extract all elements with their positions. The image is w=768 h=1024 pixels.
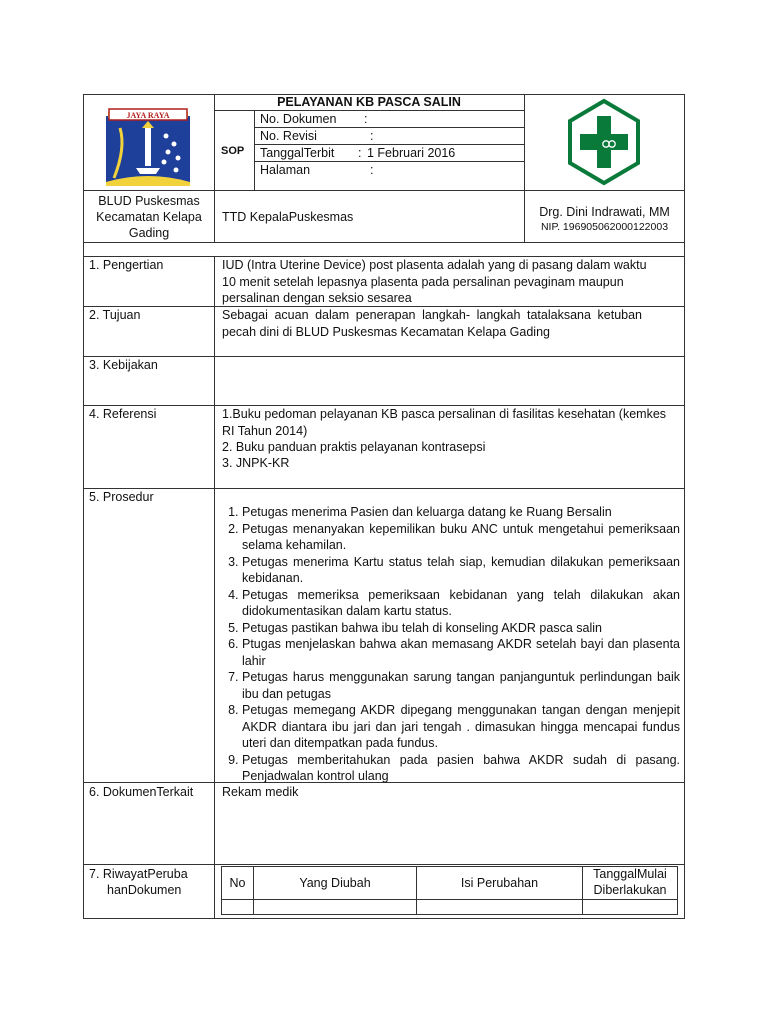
head-nip: NIP. 196905062000122003 xyxy=(540,221,669,233)
referensi-item: 2. Buku panduan praktis pelayanan kontrasepsi xyxy=(222,440,486,454)
riwayat-col-header: Yang Diubah xyxy=(299,876,371,890)
section-label-kebijakan: 3. Kebijakan xyxy=(89,358,158,372)
puskesmas-logo xyxy=(566,98,642,186)
meta-sep: : xyxy=(370,163,374,177)
meta-sep: : xyxy=(364,112,368,126)
riwayat-col-header: Diberlakukan xyxy=(593,883,667,897)
prosedur-step: 8. Petugas memegang AKDR dipegang menggunakan tangan dengan menjepit AKDR diantara ibu jari dan jari tengah . dimasukan hingga mencapai fundus uteri dan ditempatkan pada fundus. xyxy=(242,702,680,752)
section-label-pengertian: 1. Pengertian xyxy=(89,258,164,272)
signature-label: TTD KepalaPuskesmas xyxy=(222,210,354,224)
section-label-dokumen: 6. DokumenTerkait xyxy=(89,785,194,799)
meta-label: Halaman xyxy=(260,163,311,177)
prosedur-step: 6. Ptugas menjelaskan bahwa akan memasang AKDR setelah bayi dan plasenta lahir xyxy=(242,636,680,669)
riwayat-col-header: Isi Perubahan xyxy=(460,876,539,890)
prosedur-step: 3. Petugas menerima Kartu status telah siap, kemudian dilakukan pemeriksaan kebidanan. xyxy=(242,554,680,587)
prosedur-step: 2. Petugas menanyakan kepemilikan buku ANC untuk mengetahui pemeriksaan selama kehamilan. xyxy=(242,521,680,554)
meta-label: No. Revisi xyxy=(260,129,317,143)
prosedur-step: 9. Petugas memberitahukan pada pasien bahwa AKDR sudah di pasang. Penjadwalan kontrol ulang xyxy=(242,752,680,785)
head-name: Drg. Dini Indrawati, MM xyxy=(539,205,670,219)
meta-value: 1 Februari 2016 xyxy=(367,146,456,160)
org-name-line: Kecamatan Kelapa xyxy=(96,210,202,224)
section-label-tujuan: 2. Tujuan xyxy=(89,308,141,322)
referensi-item: 3. JNPK-KR xyxy=(222,456,290,470)
org-name-line: BLUD Puskesmas xyxy=(98,194,200,208)
section-label-referensi: 4. Referensi xyxy=(89,407,157,421)
riwayat-col-header: No xyxy=(229,876,246,890)
prosedur-steps xyxy=(222,504,680,785)
meta-sep: : xyxy=(358,146,362,160)
section-label-riwayat: hanDokumen xyxy=(107,883,182,897)
meta-sep: : xyxy=(370,129,374,143)
referensi-item: 1.Buku pedoman pelayanan KB pasca persalinan di fasilitas kesehatan (kemkes RI Tahun 2014) xyxy=(222,407,667,438)
org-name-line: Gading xyxy=(128,226,170,240)
section-label-riwayat: 7. RiwayatPeruba xyxy=(89,867,188,881)
jaya-raya-logo xyxy=(106,108,190,186)
prosedur-step: 7. Petugas harus menggunakan sarung tangan panjanguntuk perlindungan baik ibu dan petugas xyxy=(242,669,680,702)
tujuan-text: Sebagai acuan dalam penerapan langkah- langkah tatalaksana ketuban pecah dini di BLUD Puskesmas Kecamatan Kelapa Gading xyxy=(222,308,642,339)
prosedur-step: 5. Petugas pastikan bahwa ibu telah di konseling AKDR pasca salin xyxy=(242,620,680,637)
prosedur-step: 1. Petugas menerima Pasien dan keluarga datang ke Ruang Bersalin xyxy=(242,504,680,521)
sop-label: SOP xyxy=(221,145,245,157)
section-label-prosedur: 5. Prosedur xyxy=(89,490,154,504)
dokumen-text: Rekam medik xyxy=(222,785,299,799)
meta-label: No. Dokumen xyxy=(260,112,337,126)
riwayat-col-header: TanggalMulai xyxy=(593,867,667,881)
prosedur-step: 4. Petugas memeriksa pemeriksaan kebidanan yang telah dilakukan akan didokumentasikan dalam kartu status. xyxy=(242,587,680,620)
document-title: PELAYANAN KB PASCA SALIN xyxy=(277,95,461,109)
meta-label: TanggalTerbit xyxy=(260,146,335,160)
pengertian-text: IUD (Intra Uterine Device) post plasenta adalah yang di pasang dalam waktu 10 menit setelah lepasnya plasenta pada persalinan pevaginam maupun persalinan dengan seksio sesarea xyxy=(222,258,647,305)
svg-text:JAYA RAYA: JAYA RAYA xyxy=(126,111,170,120)
